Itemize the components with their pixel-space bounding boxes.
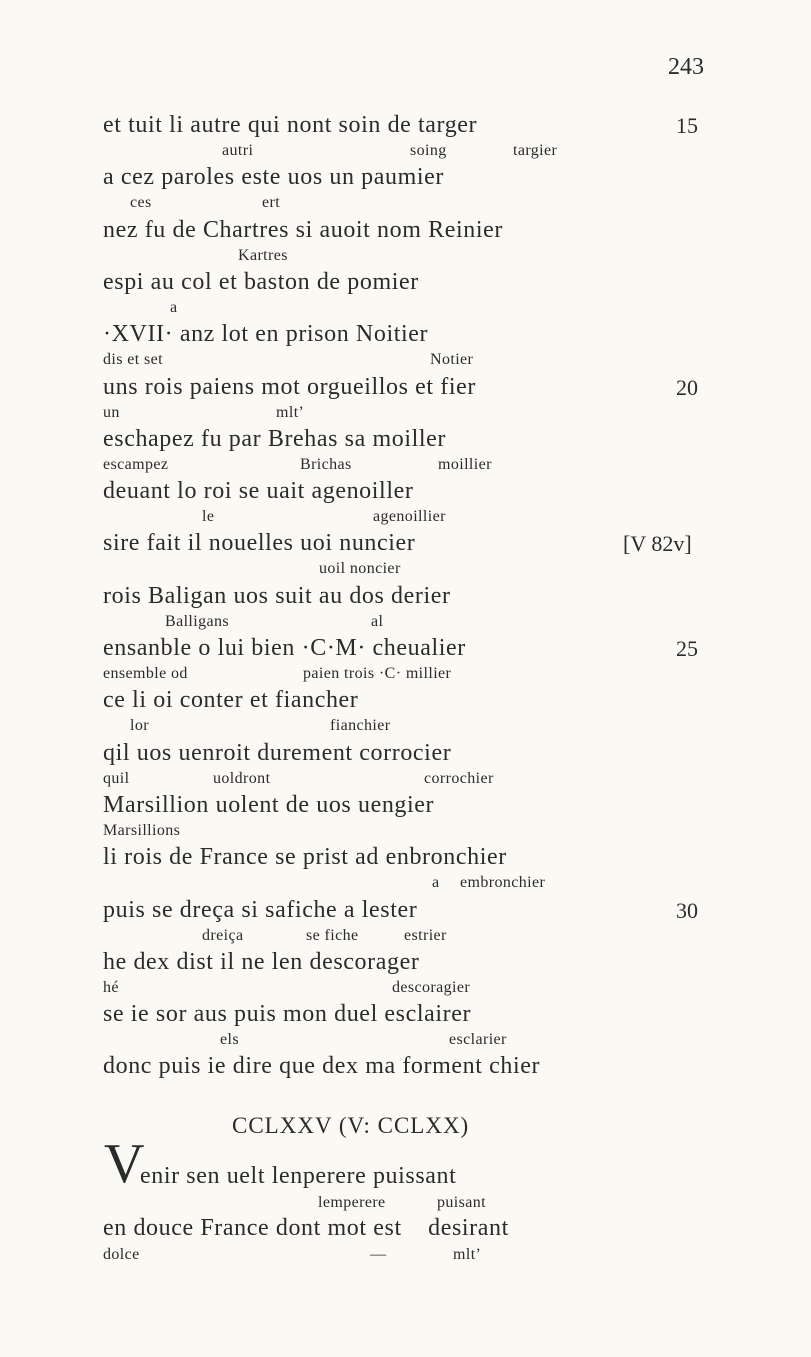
verse-line: espi au col et baston de pomier (103, 268, 419, 295)
variant-reading: mlt’ (276, 403, 305, 421)
line-number: [V 82v] (623, 531, 692, 557)
variant-reading: ces (130, 194, 152, 212)
verse-line: puis se dreça si safiche a lester (103, 896, 418, 923)
variant-reading: dreiça (202, 926, 244, 944)
variant-reading: a (170, 298, 178, 316)
variant-reading: embronchier (460, 874, 546, 892)
variant-reading: se fiche (306, 926, 359, 944)
variant-reading: al (371, 612, 384, 630)
verse-line: sire fait il nouelles uoi nuncier (103, 530, 416, 557)
variant-reading: uoldront (213, 769, 271, 787)
variant-reading: fianchier (330, 717, 391, 735)
drop-capital: V (104, 1133, 145, 1195)
variant-reading: esclarier (449, 1031, 507, 1049)
variant-reading: moillier (438, 455, 492, 473)
verse-line: eschapez fu par Brehas sa moiller (103, 425, 446, 452)
variant-reading: descoragier (392, 978, 471, 996)
variant-reading: puisant (437, 1194, 487, 1211)
variant-reading: uoil noncier (319, 560, 401, 578)
verse-line: en douce France dont mot est desirant (103, 1215, 509, 1241)
variant-reading: Marsillions (103, 821, 181, 839)
variant-reading: — (370, 1246, 387, 1263)
variant-reading: corrochier (424, 769, 494, 787)
line-number: 30 (676, 897, 698, 923)
verse-line: enir sen uelt lenperere puissant (140, 1163, 457, 1189)
verse-line: deuant lo roi se uait agenoiller (103, 478, 414, 505)
variant-reading: lemperere (318, 1194, 386, 1211)
line-number: 20 (676, 374, 698, 400)
verse-line: donc puis ie dire que dex ma forment chier (103, 1053, 541, 1080)
verse-line: Marsillion uolent de uos uengier (103, 791, 435, 818)
variant-reading: Kartres (238, 246, 288, 264)
variant-reading: Balligans (165, 612, 230, 630)
variant-reading: soing (410, 142, 447, 159)
variant-reading: ert (262, 194, 281, 212)
variant-reading: els (220, 1031, 239, 1049)
variant-reading: targier (513, 142, 558, 159)
variant-reading: hé (103, 978, 119, 996)
verse-line: ensanble o lui bien ·C·M· cheualier (103, 635, 466, 661)
variant-reading: un (103, 403, 120, 421)
line-number: 15 (676, 113, 698, 138)
variant-reading: estrier (404, 926, 447, 944)
verse-line: rois Baligan uos suit au dos derier (103, 582, 451, 609)
variant-reading: ensemble od (103, 665, 188, 682)
page-number: 243 (668, 54, 704, 80)
verse-line: li rois de France se prist ad enbronchier (103, 844, 507, 871)
variant-reading: dolce (103, 1246, 140, 1263)
variant-reading: escampez (103, 455, 169, 473)
variant-reading: quil (103, 769, 130, 787)
variant-reading: Notier (430, 351, 474, 369)
verse-line: ·XVII· anz lot en prison Noitier (103, 321, 429, 348)
verse-line: qil uos uenroit durement corrocier (103, 739, 452, 766)
verse-line: he dex dist il ne len descorager (103, 948, 420, 975)
variant-reading: a (432, 874, 440, 892)
verse-line: uns rois paiens mot orgueillos et fier (103, 373, 476, 400)
line-number: 25 (676, 636, 698, 661)
verse-line: nez fu de Chartres si auoit nom Reinier (103, 216, 503, 243)
variant-reading: autri (222, 142, 254, 159)
variant-reading: paien trois ·C· millier (303, 665, 452, 682)
verse-line: ce li oi conter et fiancher (103, 687, 359, 714)
variant-reading: mlt’ (453, 1246, 482, 1263)
variant-reading: dis et set (103, 351, 163, 369)
variant-reading: lor (130, 717, 149, 735)
verse-line: et tuit li autre qui nont soin de targer (103, 112, 478, 138)
verse-line: a cez paroles este uos un paumier (103, 164, 444, 191)
verse-line: se ie sor aus puis mon duel esclairer (103, 1001, 472, 1028)
section-heading: CCLXXV (V: CCLXX) (232, 1113, 470, 1138)
variant-reading: le (202, 508, 215, 526)
variant-reading: Brichas (300, 455, 352, 473)
variant-reading: agenoillier (373, 508, 446, 526)
